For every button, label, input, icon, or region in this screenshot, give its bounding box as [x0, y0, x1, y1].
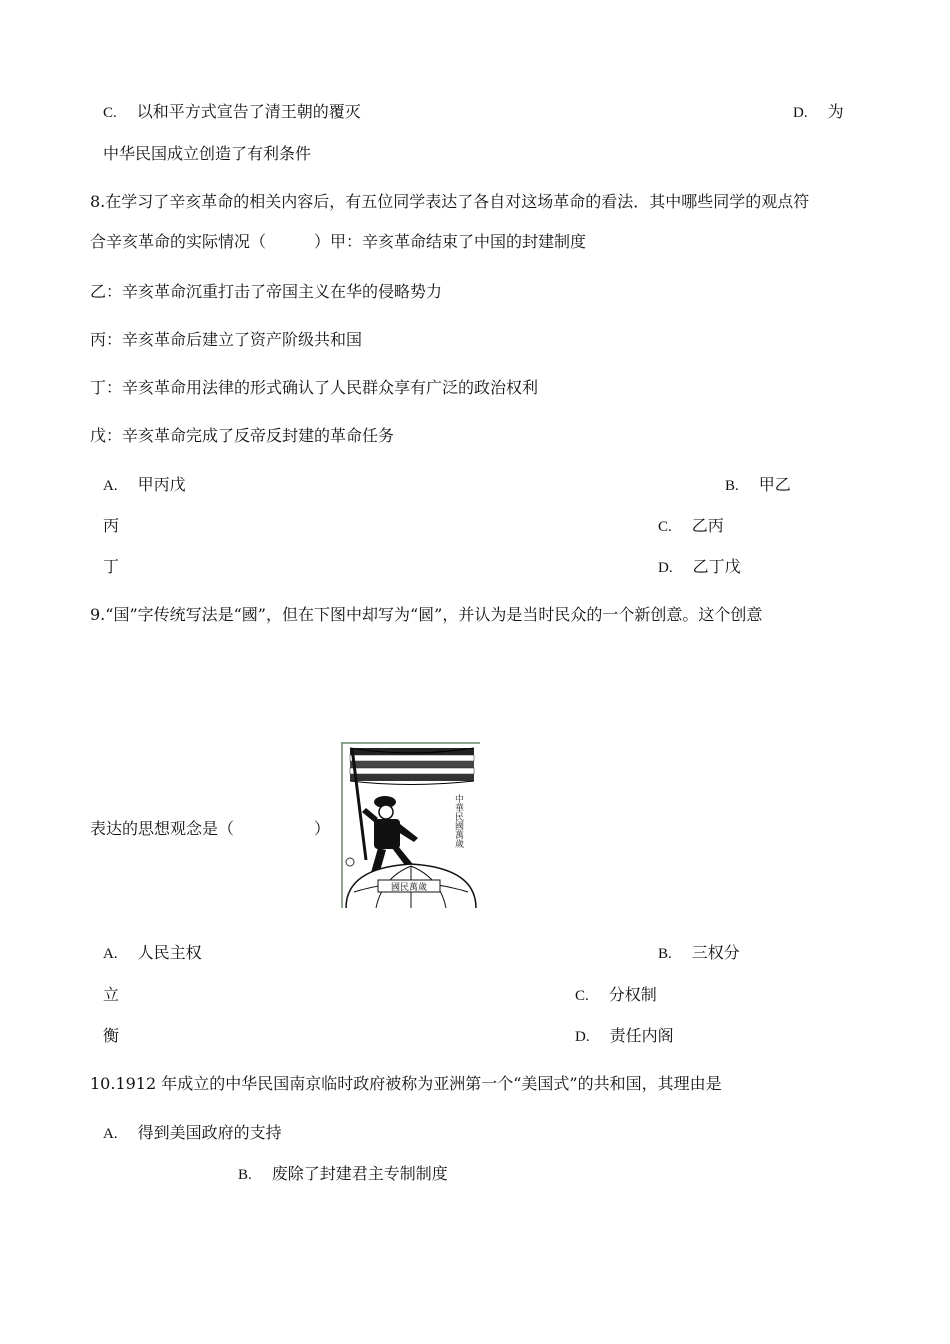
- q9-option-c: [575, 984, 657, 1007]
- option-text: 以和平方式宣告了清王朝的覆灭: [136, 102, 361, 121]
- q10-stem: 10.1912 年成立的中华民国南京临时政府被称为亚洲第一个“美国式”的共和国，其理由是: [90, 1074, 722, 1093]
- q9-option-c-continuation: 衡: [103, 1026, 120, 1045]
- q10-option-b: [238, 1163, 448, 1186]
- option-label: D.: [575, 1029, 590, 1045]
- option-text: 为: [827, 102, 844, 121]
- option-text: 乙丙: [691, 516, 724, 535]
- option-label: D.: [658, 560, 673, 576]
- q9-cartoon-image: [340, 742, 482, 908]
- q8-option-b-continuation: 丙: [103, 516, 120, 535]
- q8-view-wu: 戊：辛亥革命完成了反帝反封建的革命任务: [90, 426, 395, 445]
- option-label: B.: [725, 478, 739, 494]
- q7-option-d: [793, 101, 844, 124]
- option-text: 三权分: [691, 943, 740, 962]
- option-text: 甲乙: [758, 475, 791, 494]
- cartoon-drawing: [340, 742, 482, 908]
- q9-stem-line1: 9.“国”字传统写法是“國”，但在下图中却写为“囻”，并认为是当时民众的一个新创意。这个创意: [90, 605, 763, 624]
- q7-option-c: [103, 101, 361, 124]
- option-text: 得到美国政府的支持: [137, 1123, 282, 1142]
- option-label: B.: [658, 946, 672, 962]
- option-label: B.: [238, 1167, 252, 1183]
- q8-stem-line1: 8.在学习了辛亥革命的相关内容后，有五位同学表达了各自对这场革命的看法．其中哪些同学的观点符: [90, 192, 810, 211]
- q8-view-yi: 乙：辛亥革命沉重打击了帝国主义在华的侵略势力: [90, 282, 443, 301]
- q8-option-d: [658, 556, 741, 579]
- globe: [346, 864, 476, 908]
- q7-option-d-continuation: 中华民国成立创造了有利条件: [103, 144, 312, 163]
- option-label: A.: [103, 478, 118, 494]
- globe-banner-text: 國民萬歲: [390, 883, 428, 893]
- option-text: 人民主权: [137, 943, 202, 962]
- option-label: A.: [103, 946, 118, 962]
- q10-option-a: [103, 1122, 282, 1145]
- q9-stem-line2: 表达的思想观念是（ ）: [90, 819, 331, 838]
- cartoon-vertical-text: 中華民國萬歲: [453, 794, 463, 848]
- option-text: 废除了封建君主专制制度: [271, 1164, 448, 1183]
- q8-view-ding: 丁：辛亥革命用法律的形式确认了人民群众享有广泛的政治权利: [90, 378, 539, 397]
- option-text: 甲丙戊: [137, 475, 186, 494]
- q9-option-d: [575, 1025, 674, 1048]
- option-label: C.: [103, 105, 117, 121]
- q9-option-b: [658, 942, 740, 965]
- q8-option-c-continuation: 丁: [103, 557, 120, 576]
- q9-option-b-continuation: 立: [103, 985, 120, 1004]
- option-text: 乙丁戊: [692, 557, 741, 576]
- q8-view-bing: 丙：辛亥革命后建立了资产阶级共和国: [90, 330, 363, 349]
- flag: [350, 748, 474, 785]
- q8-option-a: [103, 474, 186, 497]
- q8-option-c: [658, 515, 724, 538]
- option-text: 责任内阁: [609, 1026, 674, 1045]
- q9-option-a: [103, 942, 202, 965]
- option-label: A.: [103, 1126, 118, 1142]
- option-label: C.: [575, 988, 589, 1004]
- option-text: 分权制: [608, 985, 657, 1004]
- q8-option-b: [725, 474, 791, 497]
- option-label: D.: [793, 105, 808, 121]
- q8-stem-line2: 合辛亥革命的实际情况（ ）甲：辛亥革命结束了中国的封建制度: [90, 232, 587, 251]
- option-label: C.: [658, 519, 672, 535]
